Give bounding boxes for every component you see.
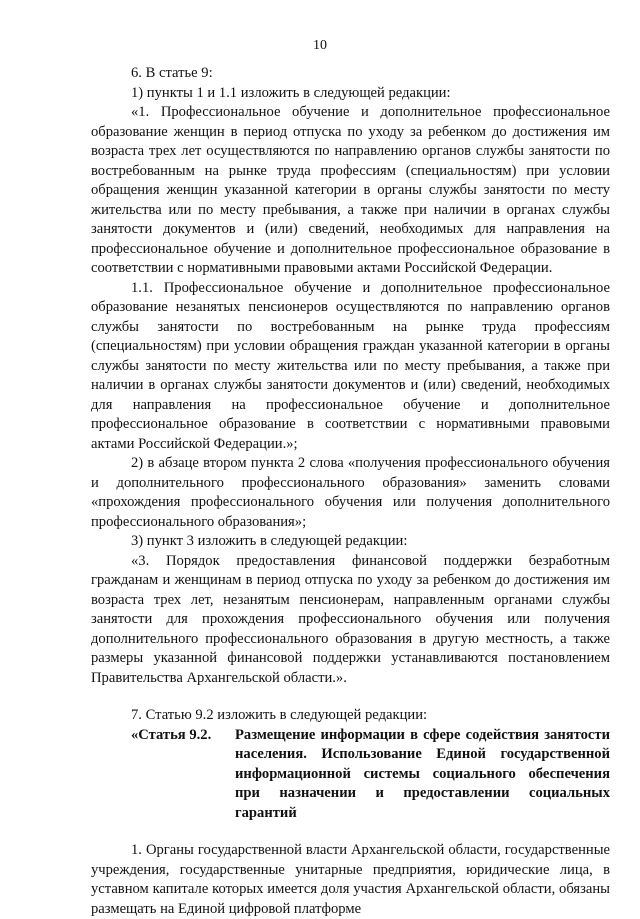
spacer (91, 823, 610, 841)
paragraph: 2) в абзаце втором пункта 2 слова «получения профессионального обучения и дополнительного профессионального образования» заменить словами «прохождения профессионального обучения или получения дополнительного профессионального образования»; (91, 455, 610, 530)
document-body (91, 64, 610, 919)
article-heading (131, 726, 610, 824)
paragraph: «1. Профессиональное обучение и дополнительное профессиональное образование женщин в период отпуска по уходу за ребенком до достижения им возраста трех лет осуществляются по направлению органов службы занятости по востребованным на рынке труда профессиям (специальностям) при условии обращения женщин указанной категории в органы службы занятости по месту жительства или по месту пребывания, а также при наличии в органах службы занятости документов и (или) сведений, необходимых для направления на профессиональное обучение и дополнительное профессиональное образование в соответствии с нормативными правовыми актами Российской Федерации. (91, 104, 610, 276)
article-label: «Статья 9.2. (131, 726, 212, 743)
paragraph: 1.1. Профессиональное обучение и дополнительное профессиональное образование незанятых пенсионеров осуществляются по направлению органов службы занятости по востребованным на рынке труда профессиям (специальностям) при условии обращения граждан указанной категории в органы службы занятости по месту жительства или по месту пребывания, а также при наличии в органах службы занятости документов и (или) сведений, необходимых для направления на профессиональное обучение и дополнительное профессиональное образование в соответствии с нормативными правовыми актами Российской Федерации.»; (91, 279, 610, 452)
spacer (91, 688, 610, 706)
paragraph-item-7: 7. Статью 9.2 изложить в следующей редакции: (131, 707, 428, 723)
article-title: Размещение информации в сфере содействия занятости населения. Использование Единой государственной информационной системы социального обеспечения при назначении и предоставлении социальных гарантий (235, 726, 610, 821)
page-number: 10 (313, 38, 327, 53)
paragraph: 3) пункт 3 изложить в следующей редакции: (131, 533, 408, 549)
paragraph: «3. Порядок предоставления финансовой поддержки безработным гражданам и женщинам в период отпуска по уходу за ребенком до достижения им возраста трех лет, незанятым пенсионерам, направленным органами службы занятости для прохождения профессионального обучения или получения дополнительного профессионального образования в другую местность, а также размеры указанной финансовой поддержки устанавливаются постановлением Правительства Архангельской области.». (91, 552, 610, 686)
paragraph-point-1: 1. Органы государственной власти Архангельской области, государственные учреждения, государственные унитарные предприятия, юридические лица, в уставном капитале которых имеется доля участия Архангельской области, обязаны размещать на Единой цифровой платформе (91, 842, 610, 917)
paragraph: 1) пункты 1 и 1.1 изложить в следующей редакции: (131, 84, 451, 101)
paragraph: 6. В статье 9: (131, 65, 213, 81)
